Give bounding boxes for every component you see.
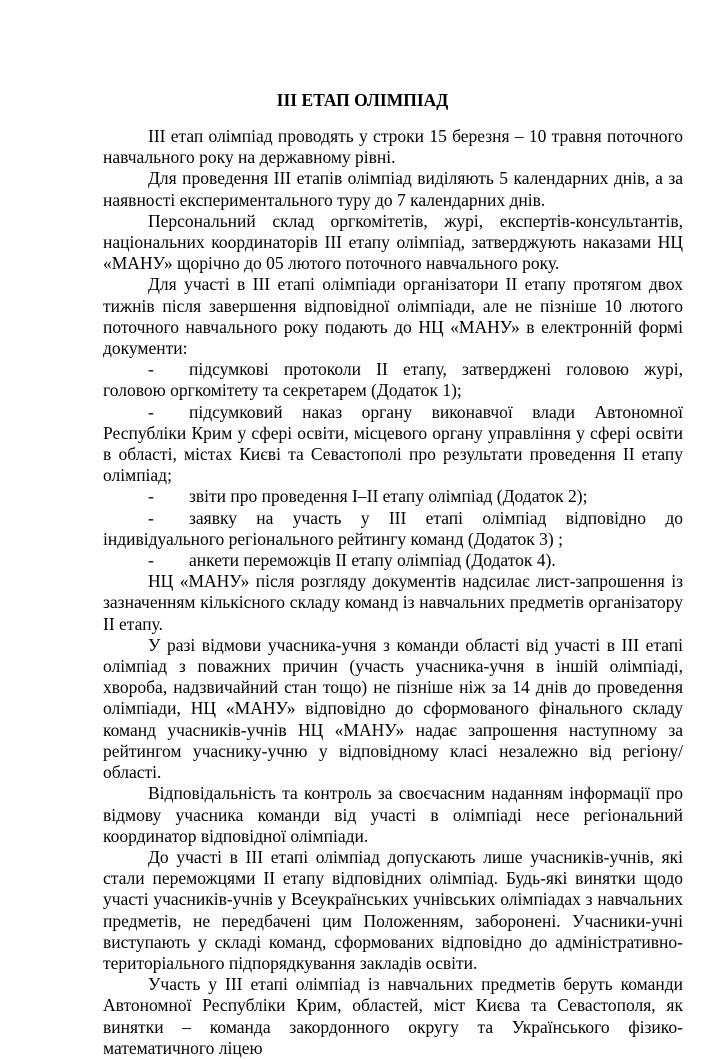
- list-item-text: підсумкові протоколи II етапу, затверджені головою журі, головою оргкомітету та секретарем (Додаток 1);: [103, 359, 683, 401]
- document-body: [103, 126, 683, 1059]
- list-item-text: звіти про проведення I–II етапу олімпіад (Додаток 2);: [189, 486, 588, 507]
- list-item-text: заявку на участь у III етапі олімпіад відповідно до індивідуального регіонального рейтингу команд (Додаток 3) ;: [103, 507, 683, 549]
- list-dash: -: [148, 486, 154, 507]
- list-dash: -: [148, 359, 154, 380]
- paragraph: III етап олімпіад проводять у строки 15 березня – 10 травня поточного навчального року на державному рівні.: [103, 126, 683, 168]
- list-dash: -: [148, 550, 154, 571]
- list-item: [103, 402, 683, 487]
- paragraph: Для проведення III етапів олімпіад виділяють 5 календарних днів, а за наявності експериментального туру до 7 календарних днів.: [103, 168, 683, 210]
- paragraph: Персональний склад оргкомітетів, журі, експертів-консультантів, національних координаторів III етапу олімпіад, затверджують наказами НЦ «МАНУ» щорічно до 05 лютого поточного навчального року.: [103, 210, 683, 274]
- document-list: [103, 359, 683, 571]
- list-item-text: анкети переможців II етапу олімпіад (Додаток 4).: [189, 550, 556, 571]
- list-item: [103, 508, 683, 550]
- page-title: III ЕТАП ОЛІМПІАД: [276, 90, 449, 110]
- paragraph: Участь у III етапі олімпіад із навчальних предметів беруть команди Автономної Республіки Крим, областей, міст Києва та Севастополя, як винятки – команда закордонного округу та Українського фізико-математичного ліцею: [103, 974, 683, 1058]
- list-dash: -: [148, 507, 154, 528]
- list-item-text: підсумковий наказ органу виконавчої влади Автономної Республіки Крим у сфері освіти, місцевого органу управління у сфері освіти в області, містах Києві та Севастополі про результати проведення II етапу олімпіад;: [103, 401, 683, 486]
- paragraph: Відповідальність та контроль за своєчасним наданням інформації про відмову учасника команди від участі в олімпіаді несе регіональний координатор відповідної олімпіади.: [103, 783, 683, 846]
- paragraph: До участі в III етапі олімпіад допускають лише учасників-учнів, які стали переможцями II етапу відповідних олімпіад. Будь-які винятки щодо участі учасників-учнів у Всеукраїнських учнівських олімпіадах з навчальних предметів, не передбачені цим Положенням, заборонені. Учасники-учні виступають у складі команд, сформованих відповідно до адміністративно-територіального підпорядкування закладів освіти.: [103, 846, 683, 973]
- paragraph: НЦ «МАНУ» після розгляду документів надсилає лист-запрошення із зазначенням кількісного складу команд із навчальних предметів організатору II етапу.: [103, 571, 683, 634]
- paragraph: У разі відмови учасника-учня з команди області від участі в III етапі олімпіад з поважних причин (участь учасника-учня в іншій олімпіаді, хвороба, надзвичайний стан тощо) не пізніше ніж за 14 днів до проведення олімпіади, НЦ «МАНУ» відповідно до сформованого фінального складу команд учасників-учнів НЦ «МАНУ» надає запрошення наступному за рейтингом учаснику-учню у відповідному класі незалежно від регіону/області.: [103, 634, 683, 783]
- list-item: [103, 359, 683, 401]
- paragraph: Для участі в III етапі олімпіади організатори II етапу протягом двох тижнів після завершення відповідної олімпіади, але не пізніше 10 лютого поточного навчального року подають до НЦ «МАНУ» в електронній формі документи:: [103, 274, 683, 359]
- list-item: [103, 550, 683, 571]
- list-dash: -: [148, 401, 154, 422]
- list-item: [103, 486, 683, 507]
